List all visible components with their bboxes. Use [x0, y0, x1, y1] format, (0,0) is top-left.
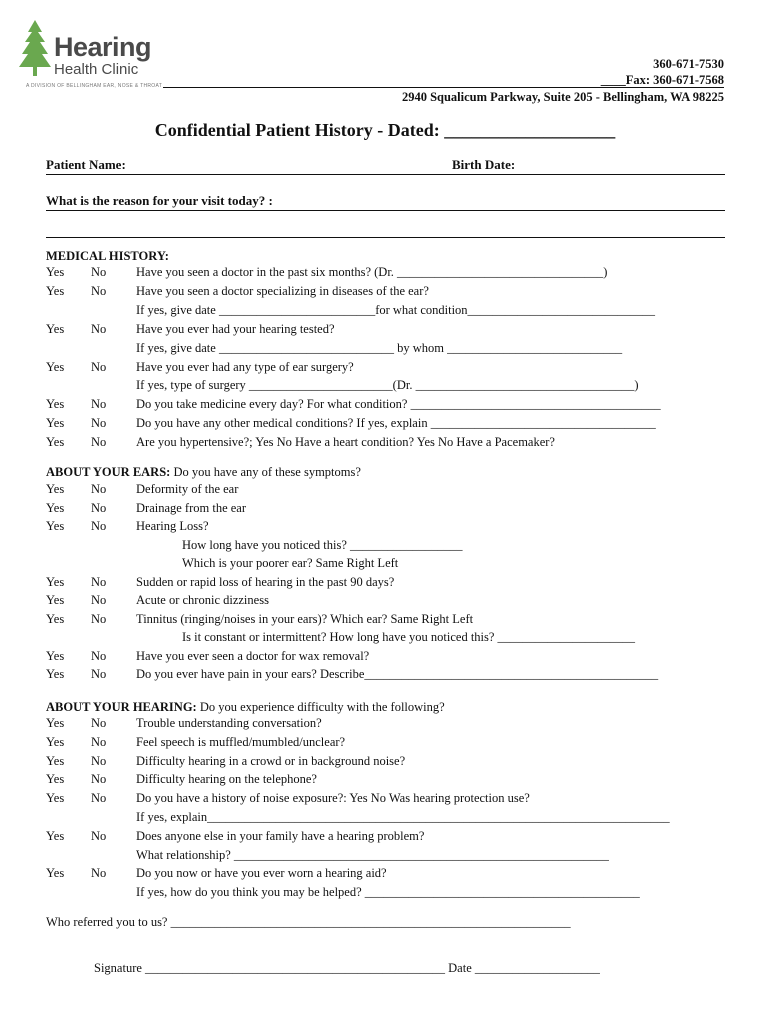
question-row: [0, 772, 770, 789]
question-row: [0, 848, 770, 865]
question-text: If yes, give date _________________________for what condition______________________________: [136, 302, 656, 317]
logo-tagline: A DIVISION OF BELLINGHAM EAR, NOSE & THROAT: [26, 83, 163, 89]
tree-icon: [18, 20, 52, 80]
yes-option[interactable]: Yes: [46, 500, 65, 515]
reason-label: What is the reason for your visit today? :: [46, 193, 273, 208]
yes-option[interactable]: Yes: [46, 593, 65, 607]
question-text: Have you seen a doctor in the past six months? (Dr. _________________________________): [136, 265, 608, 279]
yes-option[interactable]: Yes: [46, 791, 65, 806]
question-row: [0, 593, 770, 610]
question-text: Which is your poorer ear? Same Right Left: [182, 556, 399, 570]
question-row: [0, 667, 770, 684]
no-option[interactable]: No: [91, 435, 107, 450]
no-option[interactable]: No: [91, 734, 107, 749]
hearing-title: ABOUT YOUR HEARING:: [46, 700, 197, 714]
no-option[interactable]: No: [91, 519, 107, 533]
question-row: [0, 416, 770, 433]
question-text: Do you ever have pain in your ears? Describe_______________________________________________: [136, 667, 659, 681]
yes-option[interactable]: Yes: [46, 283, 65, 298]
reason-field-line-2[interactable]: [46, 237, 725, 238]
yes-option[interactable]: Yes: [46, 648, 65, 663]
question-text: Deformity of the ear: [136, 482, 239, 496]
no-option[interactable]: No: [91, 321, 107, 336]
question-row: [0, 810, 770, 827]
question-row: [0, 716, 770, 733]
question-row: [0, 630, 770, 647]
question-row: [0, 265, 770, 282]
referred-by-field[interactable]: Who referred you to us? ________________________________________________________________: [46, 915, 571, 929]
question-row: [0, 435, 770, 452]
question-text: Tinnitus (ringing/noises in your ears)? Which ear? Same Right Left: [136, 611, 474, 626]
question-row: [0, 754, 770, 771]
question-row: [0, 284, 770, 301]
no-option[interactable]: No: [91, 667, 107, 681]
no-option[interactable]: No: [91, 574, 107, 589]
question-text: Have you ever had any type of ear surgery?: [136, 359, 354, 374]
question-text: Do you have any other medical conditions? If yes, explain ____________________________________: [136, 416, 656, 431]
question-row: [0, 360, 770, 377]
reason-field-line-1[interactable]: [46, 210, 725, 211]
clinic-address: 2940 Squalicum Parkway, Suite 205 - Bellingham, WA 98225: [401, 90, 724, 104]
medical-history-heading: [46, 249, 169, 264]
no-option[interactable]: No: [91, 648, 107, 663]
question-row: [0, 556, 770, 573]
yes-option[interactable]: Yes: [46, 265, 65, 279]
yes-option[interactable]: Yes: [46, 519, 65, 533]
question-row: [0, 378, 770, 395]
question-row: [0, 341, 770, 358]
question-text: Do you have a history of noise exposure?: Yes No Was hearing protection use?: [136, 791, 530, 806]
question-row: [0, 322, 770, 339]
question-row: [0, 866, 770, 883]
patient-name-field[interactable]: [46, 174, 452, 175]
yes-option[interactable]: Yes: [46, 359, 65, 374]
hearing-heading: [46, 700, 445, 715]
birth-date-field[interactable]: [452, 174, 725, 175]
no-option[interactable]: No: [91, 753, 107, 768]
question-text: Have you ever had your hearing tested?: [136, 321, 335, 336]
form-title: Confidential Patient History - Dated: ___________________: [154, 120, 616, 140]
question-row: [0, 735, 770, 752]
yes-option[interactable]: Yes: [46, 667, 65, 681]
question-row: [0, 885, 770, 902]
no-option[interactable]: No: [91, 828, 107, 843]
hearing-subtitle: Do you experience difficulty with the following?: [196, 700, 445, 714]
no-option[interactable]: No: [91, 593, 107, 607]
yes-option[interactable]: Yes: [46, 866, 65, 881]
question-text: Difficulty hearing in a crowd or in background noise?: [136, 753, 406, 768]
question-text: If yes, give date ____________________________ by whom ____________________________: [136, 340, 623, 355]
question-text: Have you seen a doctor specializing in diseases of the ear?: [136, 283, 429, 298]
signature-date-field[interactable]: Signature ________________________________________________ Date ____________________: [94, 961, 600, 975]
yes-option[interactable]: Yes: [46, 574, 65, 589]
question-text: Trouble understanding conversation?: [136, 716, 322, 730]
question-text: Is it constant or intermittent? How long have you noticed this? ______________________: [182, 630, 636, 644]
question-row: [0, 612, 770, 629]
question-row: [0, 397, 770, 414]
clinic-fax: ____Fax: 360-671-7568: [600, 73, 724, 87]
yes-option[interactable]: Yes: [46, 482, 65, 496]
question-row: [0, 303, 770, 320]
yes-option[interactable]: Yes: [46, 716, 65, 730]
no-option[interactable]: No: [91, 611, 107, 626]
patient-name-label: Patient Name:: [46, 157, 126, 172]
logo-subtitle: Health Clinic: [54, 61, 139, 78]
question-text: Feel speech is muffled/mumbled/unclear?: [136, 734, 346, 749]
question-text: Difficulty hearing on the telephone?: [136, 772, 317, 787]
question-row: [0, 575, 770, 592]
no-option[interactable]: No: [91, 397, 107, 412]
question-text: Hearing Loss?: [136, 519, 209, 533]
yes-option[interactable]: Yes: [46, 435, 65, 450]
question-row: [0, 538, 770, 555]
question-row: [0, 501, 770, 518]
question-text: Have you ever seen a doctor for wax removal?: [136, 648, 370, 663]
question-text: Do you take medicine every day? For what condition? ________________________________________: [136, 397, 661, 412]
no-option[interactable]: No: [91, 416, 107, 431]
ears-heading: [46, 465, 361, 480]
question-row: [0, 649, 770, 666]
question-row: [0, 791, 770, 808]
no-option[interactable]: No: [91, 359, 107, 374]
no-option[interactable]: No: [91, 791, 107, 806]
no-option[interactable]: No: [91, 500, 107, 515]
no-option[interactable]: No: [91, 772, 107, 787]
question-row: [0, 519, 770, 536]
header-divider: [163, 87, 724, 88]
question-text: Does anyone else in your family have a hearing problem?: [136, 828, 425, 843]
question-text: How long have you noticed this? __________________: [182, 537, 463, 552]
question-text: Sudden or rapid loss of hearing in the past 90 days?: [136, 574, 395, 589]
question-text: Drainage from the ear: [136, 500, 247, 515]
yes-option[interactable]: Yes: [46, 611, 65, 626]
no-option[interactable]: No: [91, 283, 107, 298]
yes-option[interactable]: Yes: [46, 772, 65, 787]
question-text: What relationship? ____________________________________________________________: [136, 847, 609, 862]
question-text: Acute or chronic dizziness: [136, 593, 269, 607]
question-row: [0, 482, 770, 499]
question-text: If yes, how do you think you may be helped? ____________________________________________: [136, 885, 640, 900]
no-option[interactable]: No: [91, 265, 107, 279]
ears-title: ABOUT YOUR EARS:: [46, 465, 171, 479]
yes-option[interactable]: Yes: [46, 734, 65, 749]
question-text: If yes, type of surgery _______________________(Dr. ___________________________________): [136, 378, 639, 393]
question-row: [0, 829, 770, 846]
clinic-logo: [18, 20, 168, 92]
yes-option[interactable]: Yes: [46, 828, 65, 843]
question-text: Are you hypertensive?; Yes No Have a heart condition? Yes No Have a Pacemaker?: [136, 435, 555, 450]
no-option[interactable]: No: [91, 716, 107, 730]
yes-option[interactable]: Yes: [46, 753, 65, 768]
clinic-phone: 360-671-7530: [653, 57, 724, 71]
birth-date-label: Birth Date:: [452, 157, 516, 172]
medical-history-title: MEDICAL HISTORY:: [46, 249, 169, 263]
ears-subtitle: Do you have any of these symptoms?: [170, 465, 361, 479]
yes-option[interactable]: Yes: [46, 397, 65, 412]
yes-option[interactable]: Yes: [46, 321, 65, 336]
yes-option[interactable]: Yes: [46, 416, 65, 431]
logo-title: Hearing: [54, 32, 152, 62]
no-option[interactable]: No: [91, 866, 107, 881]
no-option[interactable]: No: [91, 482, 107, 496]
question-text: Do you now or have you ever worn a hearing aid?: [136, 866, 387, 881]
question-text: If yes, explain__________________________________________________________________________: [136, 810, 670, 824]
